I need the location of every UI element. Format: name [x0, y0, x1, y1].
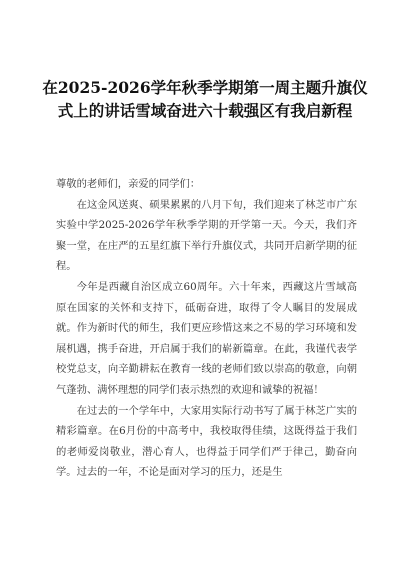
paragraph-past-year: 在过去的一个学年中，大家用实际行动书写了属于林芝广实的精彩篇章。在6月份的中高考中，我校取得佳绩，这既得益于我们的老师爱岗敬业，潜心育人，也得益于同学们严于律己，勤奋向学。过去的一年，不论是面对学习的压力，还是生	[56, 404, 357, 479]
document-body	[56, 174, 357, 483]
paragraph-anniversary: 今年是西藏自治区成立60周年。六十年来，西藏这片雪域高原在国家的关怀和支持下，砥砺奋进，取得了令人瞩目的发展成就。作为新时代的师生，我们更应珍惜这来之不易的学习环境和发展机遇，携手奋进，开启属于我们的崭新篇章。在此，我谨代表学校党总支，向辛勤耕耘在教育一线的老师们致以崇高的敬意，向朝气蓬勃、满怀理想的同学们表示热烈的欢迎和诚挚的祝福！	[56, 280, 357, 396]
salutation: 尊敬的老师们，亲爱的同学们：	[56, 178, 201, 190]
paragraph-opening: 在这金风送爽、硕果累累的八月下旬，我们迎来了林芝市广东实验中学2025-2026学年秋季学期的开学第一天。今天，我们齐聚一堂，在庄严的五星红旗下举行升旗仪式，共同开启新学期的征程。	[56, 198, 357, 273]
document-title: 在2025-2026学年秋季学期第一周主题升旗仪式上的讲话雪域奋进六十载强区有我启新程	[42, 78, 368, 120]
